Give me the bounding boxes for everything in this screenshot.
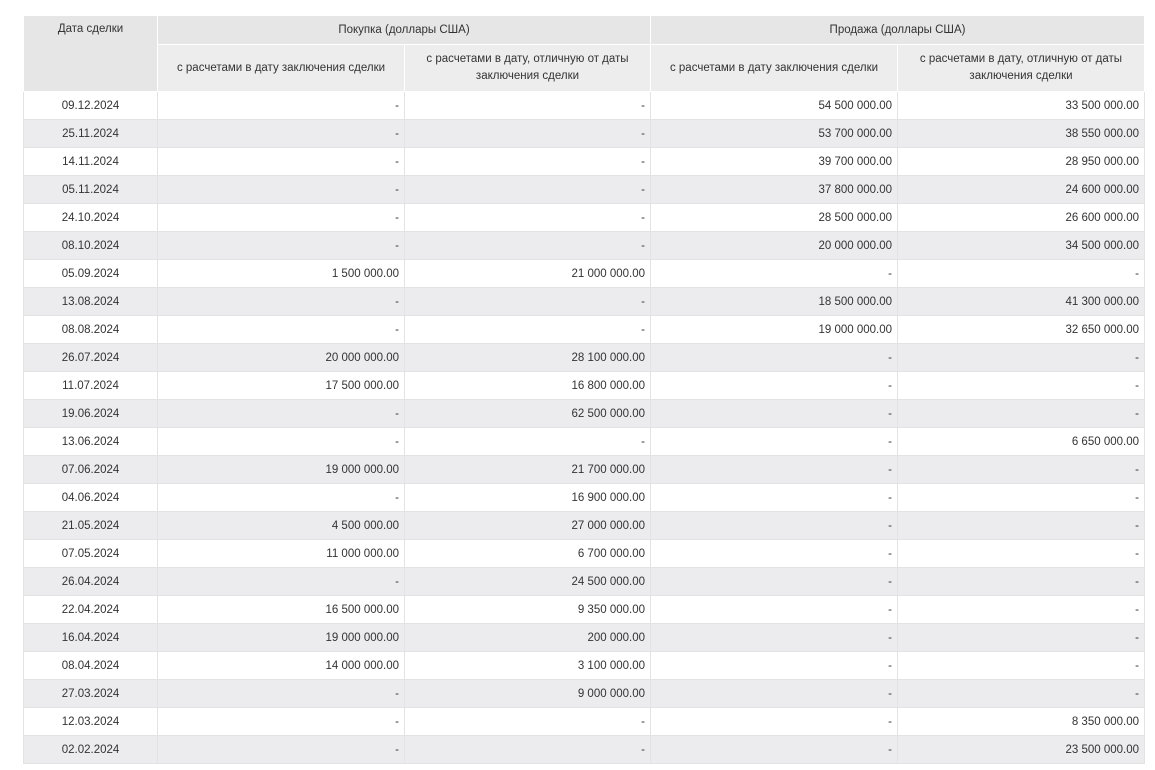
fx-transactions-table xyxy=(23,15,1145,764)
sell-same-day-cell: 54 500 000.00 xyxy=(651,92,898,120)
buy-same-day-cell: 14 000 000.00 xyxy=(158,652,405,680)
buy-same-day-cell: 16 500 000.00 xyxy=(158,596,405,624)
sell-same-day-cell: - xyxy=(651,568,898,596)
buy-other-day-cell: 28 100 000.00 xyxy=(405,344,651,372)
table-row xyxy=(24,624,1145,652)
buy-other-day-cell: - xyxy=(405,736,651,764)
sell-same-day-cell: - xyxy=(651,456,898,484)
deal-date-cell: 13.08.2024 xyxy=(24,288,158,316)
buy-same-day-cell: 20 000 000.00 xyxy=(158,344,405,372)
table-row xyxy=(24,344,1145,372)
deal-date-cell: 12.03.2024 xyxy=(24,708,158,736)
deal-date-cell: 08.04.2024 xyxy=(24,652,158,680)
sell-same-day-cell: - xyxy=(651,540,898,568)
table-row xyxy=(24,400,1145,428)
sell-other-day-cell: 32 650 000.00 xyxy=(898,316,1145,344)
table-row xyxy=(24,372,1145,400)
sell-other-day-cell: - xyxy=(898,540,1145,568)
buy-other-day-cell: - xyxy=(405,120,651,148)
table-row xyxy=(24,456,1145,484)
table-row xyxy=(24,232,1145,260)
table-row xyxy=(24,148,1145,176)
buy-other-day-cell: 3 100 000.00 xyxy=(405,652,651,680)
buy-same-day-cell: - xyxy=(158,232,405,260)
buy-other-day-cell: - xyxy=(405,428,651,456)
sell-same-day-cell: - xyxy=(651,372,898,400)
deal-date-cell: 25.11.2024 xyxy=(24,120,158,148)
sell-same-day-cell: - xyxy=(651,344,898,372)
buy-same-day-cell: - xyxy=(158,148,405,176)
deal-date-cell: 04.06.2024 xyxy=(24,484,158,512)
table-row xyxy=(24,680,1145,708)
sell-same-day-cell: 39 700 000.00 xyxy=(651,148,898,176)
header-sell: Продажа (доллары США) xyxy=(651,16,1145,45)
header-buy-other-day: с расчетами в дату, отличную от даты заключения сделки xyxy=(405,45,651,92)
deal-date-cell: 21.05.2024 xyxy=(24,512,158,540)
sell-other-day-cell: 33 500 000.00 xyxy=(898,92,1145,120)
buy-same-day-cell: - xyxy=(158,316,405,344)
buy-same-day-cell: - xyxy=(158,680,405,708)
sell-same-day-cell: - xyxy=(651,596,898,624)
buy-other-day-cell: 9 350 000.00 xyxy=(405,596,651,624)
buy-other-day-cell: - xyxy=(405,204,651,232)
buy-other-day-cell: 21 000 000.00 xyxy=(405,260,651,288)
buy-same-day-cell: 17 500 000.00 xyxy=(158,372,405,400)
buy-same-day-cell: 4 500 000.00 xyxy=(158,512,405,540)
sell-same-day-cell: - xyxy=(651,512,898,540)
table-row xyxy=(24,288,1145,316)
header-row-sub xyxy=(24,45,1145,92)
buy-same-day-cell: 19 000 000.00 xyxy=(158,456,405,484)
deal-date-cell: 27.03.2024 xyxy=(24,680,158,708)
buy-same-day-cell: - xyxy=(158,288,405,316)
buy-other-day-cell: 24 500 000.00 xyxy=(405,568,651,596)
header-buy-same-day: с расчетами в дату заключения сделки xyxy=(158,45,405,92)
sell-other-day-cell: 26 600 000.00 xyxy=(898,204,1145,232)
table-header xyxy=(24,16,1145,92)
sell-other-day-cell: 28 950 000.00 xyxy=(898,148,1145,176)
deal-date-cell: 26.07.2024 xyxy=(24,344,158,372)
buy-other-day-cell: - xyxy=(405,148,651,176)
header-sell-same-day: с расчетами в дату заключения сделки xyxy=(651,45,898,92)
buy-other-day-cell: 6 700 000.00 xyxy=(405,540,651,568)
sell-same-day-cell: 19 000 000.00 xyxy=(651,316,898,344)
deal-date-cell: 05.09.2024 xyxy=(24,260,158,288)
sell-same-day-cell: 53 700 000.00 xyxy=(651,120,898,148)
table-row xyxy=(24,92,1145,120)
sell-same-day-cell: - xyxy=(651,680,898,708)
table-row xyxy=(24,512,1145,540)
buy-other-day-cell: - xyxy=(405,232,651,260)
buy-same-day-cell: - xyxy=(158,708,405,736)
header-row-top xyxy=(24,16,1145,45)
deal-date-cell: 08.10.2024 xyxy=(24,232,158,260)
table-row xyxy=(24,568,1145,596)
deal-date-cell: 07.05.2024 xyxy=(24,540,158,568)
sell-same-day-cell: - xyxy=(651,652,898,680)
sell-same-day-cell: 18 500 000.00 xyxy=(651,288,898,316)
deal-date-cell: 08.08.2024 xyxy=(24,316,158,344)
deal-date-cell: 16.04.2024 xyxy=(24,624,158,652)
sell-other-day-cell: - xyxy=(898,652,1145,680)
deal-date-cell: 02.02.2024 xyxy=(24,736,158,764)
header-sell-other-day: с расчетами в дату, отличную от даты заключения сделки xyxy=(898,45,1145,92)
table-row xyxy=(24,708,1145,736)
sell-same-day-cell: - xyxy=(651,708,898,736)
buy-same-day-cell: 11 000 000.00 xyxy=(158,540,405,568)
buy-other-day-cell: 16 900 000.00 xyxy=(405,484,651,512)
deal-date-cell: 13.06.2024 xyxy=(24,428,158,456)
buy-other-day-cell: - xyxy=(405,288,651,316)
deal-date-cell: 22.04.2024 xyxy=(24,596,158,624)
sell-other-day-cell: 23 500 000.00 xyxy=(898,736,1145,764)
sell-other-day-cell: - xyxy=(898,568,1145,596)
buy-same-day-cell: 1 500 000.00 xyxy=(158,260,405,288)
deal-date-cell: 09.12.2024 xyxy=(24,92,158,120)
sell-same-day-cell: - xyxy=(651,428,898,456)
table-row xyxy=(24,652,1145,680)
sell-same-day-cell: - xyxy=(651,400,898,428)
sell-other-day-cell: - xyxy=(898,372,1145,400)
sell-same-day-cell: - xyxy=(651,484,898,512)
buy-other-day-cell: - xyxy=(405,316,651,344)
deal-date-cell: 19.06.2024 xyxy=(24,400,158,428)
deal-date-cell: 24.10.2024 xyxy=(24,204,158,232)
sell-other-day-cell: - xyxy=(898,512,1145,540)
buy-other-day-cell: 21 700 000.00 xyxy=(405,456,651,484)
header-buy: Покупка (доллары США) xyxy=(158,16,651,45)
table-row xyxy=(24,736,1145,764)
deal-date-cell: 11.07.2024 xyxy=(24,372,158,400)
sell-other-day-cell: - xyxy=(898,596,1145,624)
table-row xyxy=(24,260,1145,288)
sell-other-day-cell: - xyxy=(898,680,1145,708)
buy-other-day-cell: - xyxy=(405,92,651,120)
sell-other-day-cell: 8 350 000.00 xyxy=(898,708,1145,736)
buy-same-day-cell: - xyxy=(158,120,405,148)
buy-same-day-cell: - xyxy=(158,204,405,232)
sell-other-day-cell: - xyxy=(898,260,1145,288)
buy-same-day-cell: - xyxy=(158,428,405,456)
sell-other-day-cell: - xyxy=(898,344,1145,372)
buy-other-day-cell: - xyxy=(405,176,651,204)
sell-other-day-cell: - xyxy=(898,400,1145,428)
fx-transactions-table-wrapper xyxy=(23,15,1144,764)
buy-same-day-cell: - xyxy=(158,736,405,764)
buy-same-day-cell: 19 000 000.00 xyxy=(158,624,405,652)
table-row xyxy=(24,484,1145,512)
buy-other-day-cell: 9 000 000.00 xyxy=(405,680,651,708)
buy-other-day-cell: 62 500 000.00 xyxy=(405,400,651,428)
sell-other-day-cell: 34 500 000.00 xyxy=(898,232,1145,260)
sell-same-day-cell: - xyxy=(651,624,898,652)
buy-other-day-cell: 27 000 000.00 xyxy=(405,512,651,540)
buy-other-day-cell: 16 800 000.00 xyxy=(405,372,651,400)
sell-same-day-cell: 28 500 000.00 xyxy=(651,204,898,232)
sell-same-day-cell: 20 000 000.00 xyxy=(651,232,898,260)
deal-date-cell: 07.06.2024 xyxy=(24,456,158,484)
sell-other-day-cell: - xyxy=(898,484,1145,512)
sell-same-day-cell: 37 800 000.00 xyxy=(651,176,898,204)
sell-same-day-cell: - xyxy=(651,260,898,288)
sell-other-day-cell: - xyxy=(898,624,1145,652)
table-body xyxy=(24,92,1145,764)
table-row xyxy=(24,540,1145,568)
buy-same-day-cell: - xyxy=(158,484,405,512)
table-row xyxy=(24,316,1145,344)
sell-same-day-cell: - xyxy=(651,736,898,764)
sell-other-day-cell: 24 600 000.00 xyxy=(898,176,1145,204)
table-row xyxy=(24,596,1145,624)
table-row xyxy=(24,120,1145,148)
deal-date-cell: 05.11.2024 xyxy=(24,176,158,204)
buy-same-day-cell: - xyxy=(158,176,405,204)
header-date: Дата сделки xyxy=(24,16,158,92)
sell-other-day-cell: 6 650 000.00 xyxy=(898,428,1145,456)
buy-other-day-cell: - xyxy=(405,708,651,736)
table-row xyxy=(24,176,1145,204)
buy-same-day-cell: - xyxy=(158,92,405,120)
sell-other-day-cell: - xyxy=(898,456,1145,484)
deal-date-cell: 26.04.2024 xyxy=(24,568,158,596)
table-row xyxy=(24,428,1145,456)
table-row xyxy=(24,204,1145,232)
buy-same-day-cell: - xyxy=(158,400,405,428)
buy-same-day-cell: - xyxy=(158,568,405,596)
deal-date-cell: 14.11.2024 xyxy=(24,148,158,176)
buy-other-day-cell: 200 000.00 xyxy=(405,624,651,652)
sell-other-day-cell: 41 300 000.00 xyxy=(898,288,1145,316)
sell-other-day-cell: 38 550 000.00 xyxy=(898,120,1145,148)
